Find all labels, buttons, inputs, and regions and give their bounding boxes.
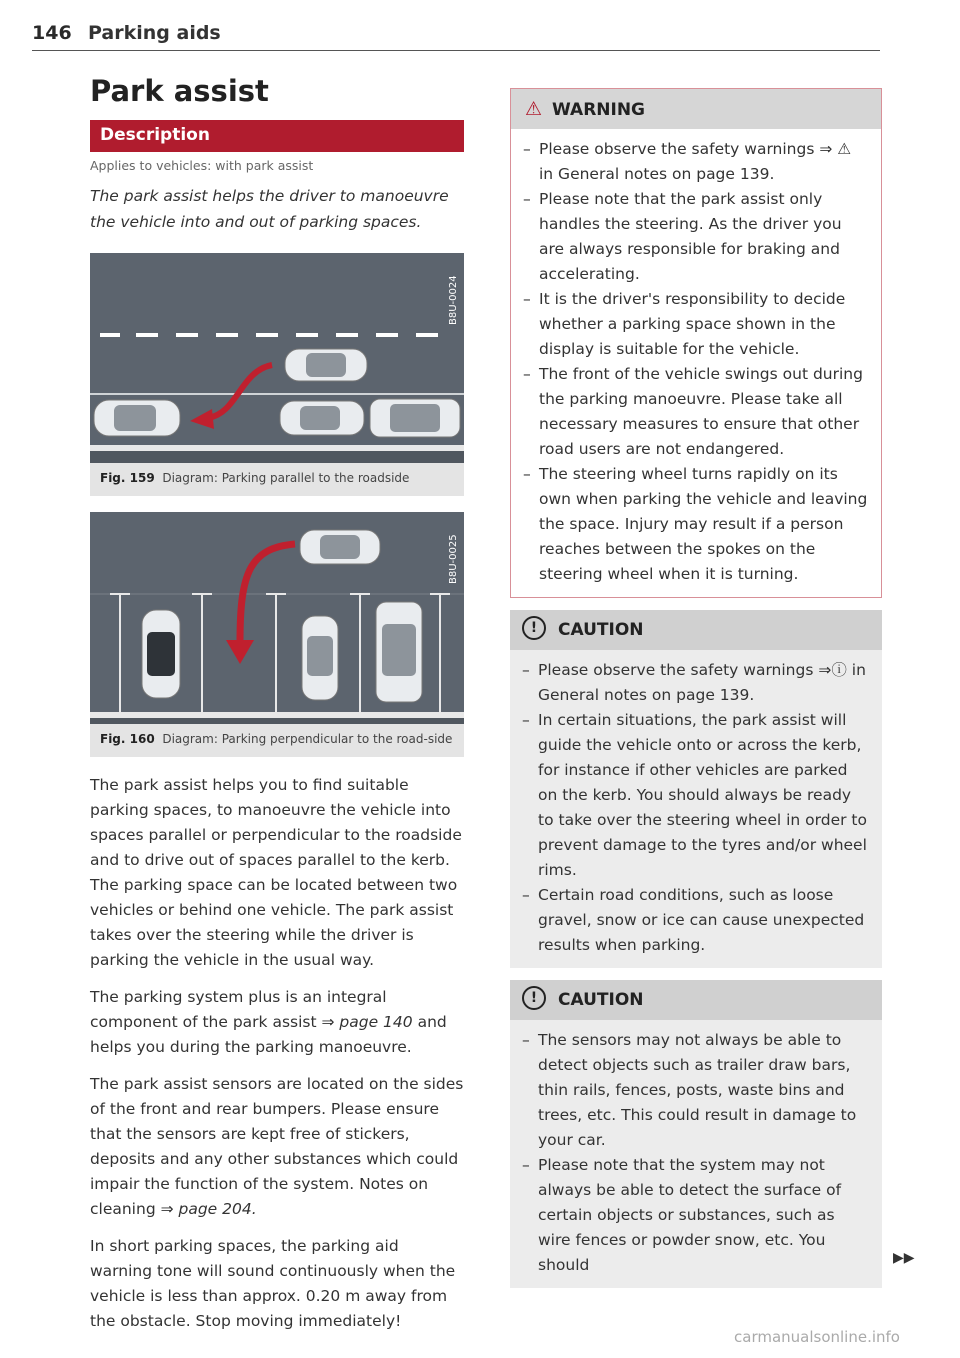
page-link[interactable]: ⇒ page 204.	[160, 1200, 257, 1218]
list-item: – In certain situations, the park assist will guide the vehicle onto or across the kerb, for instance if other vehicles are parked on the kerb. You should always be ready to take over the steering wheel in order to prevent damage to the tyres and/or wheel rims.	[538, 708, 870, 883]
list-item: – Please note that the system may not always be able to detect the surface of certain objects or substances, such as wire fences or powder snow, etc. You should	[538, 1153, 870, 1278]
parallel-parking-diagram	[90, 253, 464, 463]
figure-caption-text: Diagram: Parking parallel to the roadside	[162, 471, 410, 485]
list-item: – The front of the vehicle swings out during the parking manoeuvre. Please take all necessary measures to ensure that other road users are not endangered.	[539, 362, 869, 462]
warning-icon: ⚠	[525, 98, 543, 120]
page-header	[32, 22, 880, 51]
description-bar: Description	[90, 120, 464, 152]
figure-160-caption	[90, 724, 464, 757]
applies-note: Applies to vehicles: with park assist	[90, 158, 314, 173]
caution-icon: !	[522, 616, 546, 640]
car-target-icon	[280, 401, 364, 435]
figure-159-diagram	[90, 253, 464, 463]
figure-code: B8U-0025	[448, 534, 459, 584]
car-target-icon	[302, 616, 338, 700]
warning-title: WARNING	[552, 100, 646, 120]
body-paragraph-continued: In short parking spaces, the parking aid warning tone will sound continuously when the vehicle is less than approx. 0.20 m away from the obstacle. Stop moving immediately!	[90, 1237, 456, 1330]
list-item: – Please note that the park assist only handles the steering. As the driver you are always responsible for braking and accelerating.	[539, 187, 869, 287]
caution-title: CAUTION	[558, 620, 644, 640]
page-link[interactable]: ⇒ page 140	[321, 1013, 413, 1031]
figure-code: B8U-0024	[448, 275, 459, 325]
warning-header	[511, 89, 881, 129]
page-title: Park assist	[90, 74, 269, 108]
figure-159-caption	[90, 463, 464, 496]
footer-watermark: carmanualsonline.info	[734, 1328, 900, 1346]
car-parked-right-icon	[370, 399, 460, 437]
caution-icon: !	[522, 986, 546, 1010]
caution-box	[510, 610, 882, 968]
body-paragraph: The park assist sensors are located on the sides of the front and rear bumpers. Please ensure that the sensors are kept free of stickers, deposits and any other substances which could impair the function of the system. Notes on cleaning ⇒ page 204.	[90, 1075, 464, 1218]
caution-title: CAUTION	[558, 990, 644, 1010]
perpendicular-parking-diagram	[90, 512, 464, 724]
caution-list	[510, 650, 882, 968]
car-parked-right-icon	[376, 602, 422, 702]
list-item: – Please observe the safety warnings ⇒ⓘ in General notes on page 139.	[538, 658, 870, 708]
figure-label: Fig. 160	[100, 732, 155, 746]
continue-arrow-icon: ▶▶	[893, 1250, 915, 1266]
caution-list	[510, 1020, 882, 1288]
warning-box	[510, 88, 882, 598]
figure-159	[90, 253, 464, 496]
car-moving-icon	[285, 349, 367, 381]
figure-label: Fig. 159	[100, 471, 155, 485]
right-column	[510, 74, 882, 1288]
intro-text: The park assist helps the driver to manoeuvre the vehicle into and out of parking spaces.	[90, 187, 449, 231]
figure-160-diagram	[90, 512, 464, 724]
list-item: – The sensors may not always be able to detect objects such as trailer draw bars, thin rails, fences, posts, waste bins and trees, etc. This could result in damage to your car.	[538, 1028, 870, 1153]
caution-box-2	[510, 980, 882, 1288]
car-moving-icon	[300, 530, 380, 564]
car-parked-left-icon	[142, 610, 180, 698]
body-paragraph: The parking system plus is an integral component of the park assist ⇒ page 140 and helps you during the parking manoeuvre.	[90, 988, 447, 1056]
figure-160	[90, 512, 464, 757]
body-paragraph: The park assist helps you to find suitable parking spaces, to manoeuvre the vehicle into spaces parallel or perpendicular to the roadside and to drive out of spaces parallel to the kerb. The parking space can be located between two vehicles or behind one vehicle. The park assist takes over the steering while the driver is parking the vehicle in the usual way.	[90, 776, 462, 969]
list-item: – It is the driver's responsibility to decide whether a parking space shown in the display is suitable for the vehicle.	[539, 287, 869, 362]
list-item: – Please observe the safety warnings ⇒ ⚠ in General notes on page 139.	[539, 137, 869, 187]
car-parked-left-icon	[94, 400, 180, 436]
section-title: Parking aids	[88, 22, 221, 44]
caution-header	[510, 980, 882, 1020]
caution-header	[510, 610, 882, 650]
left-column	[90, 70, 464, 1330]
figure-caption-text: Diagram: Parking perpendicular to the road-side	[162, 732, 453, 746]
page-number: 146	[32, 22, 72, 44]
list-item: – The steering wheel turns rapidly on its own when parking the vehicle and leaving the space. Injury may result if a person reaches between the spokes on the steering wheel when it is turning.	[539, 462, 869, 587]
warning-list	[511, 129, 881, 597]
list-item: – Certain road conditions, such as loose gravel, snow or ice can cause unexpected results when parking.	[538, 883, 870, 958]
